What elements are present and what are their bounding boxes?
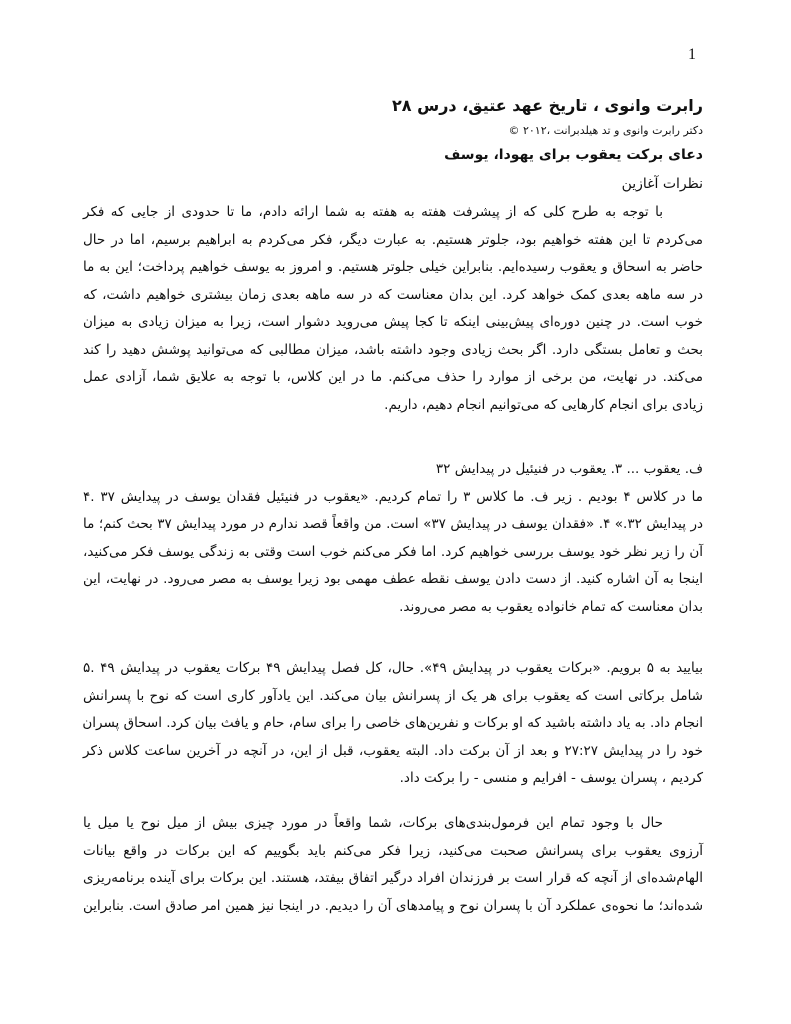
text-line: خوب است. در چنین دوره‌ای پیش‌بینی اینکه تا کجا پیش می‌روید دشوار است، زیرا به میزان زیادی به میزان	[83, 314, 703, 330]
text-line: ما در کلاس ۴ بودیم . زیر ف. ما کلاس ۳ را تمام کردیم. «یعقوب در فنیئیل فقدان یوسف در پیدایش ۳۷ .۴	[83, 488, 703, 505]
paragraph-3	[83, 660, 703, 798]
text-line: می‌کند. در نهایت، من برخی از موارد را حذف می‌کنم. ما در این کلاس، با توجه به علایق شما، آزادی عمل	[83, 369, 703, 385]
text-line: می‌کردم تا این هفته خواهیم بود، جلوتر هستیم. به عبارت دیگر، فکر می‌کردم به ابراهیم برسیم، اما در حال	[83, 231, 703, 248]
copyright-line: دکتر رابرت وانوی و تد هیلدبرانت ،۲۰۱۲ ©	[508, 124, 703, 137]
text-line: آرزوی یعقوب برای پسرانش صحبت می‌کنید، زیرا فکر می‌کنم باید بگوییم که این برکات در واقع بیانات	[83, 842, 703, 859]
text-line: انجام داد. به یاد داشته باشید که او برکات و نفرین‌های خاصی را برای سام، حام و یافث بیان کرد. اسحاق پسران	[82, 715, 703, 731]
text-line: بدان معناست که تمام خانواده یعقوب به مصر می‌روند.	[399, 598, 703, 615]
text-line: کردیم ، پسران یوسف - افرایم و منسی - را برکت داد.	[399, 770, 703, 786]
document-title: رابرت وانوی ، تاریخ عهد عتیق، درس ۲۸	[392, 96, 703, 115]
paragraph-1	[83, 204, 703, 424]
text-line: خود را در پیدایش ۲۷:۲۷ و بعد از آن برکت داد. البته یعقوب، قبل از این، در آنچه در آخرین ساعت کلاس ذکر	[83, 742, 703, 759]
text-line: بحث و تعامل بستگی دارد. اگر بحث زیادی وجود داشته باشد، میزان مطالبی که می‌توانید پوشش دهید را کند	[83, 341, 703, 358]
section-subheading: ف. یعقوب ... ۳. یعقوب در فنیئیل در پیدایش ۳۲	[435, 461, 703, 477]
text-line: حال با وجود تمام این فرمول‌بندی‌های برکات، شما واقعاً در مورد چیزی بیش از میل نوح یا میل یا	[83, 815, 663, 831]
section-heading: نظرات آغازین	[621, 176, 703, 192]
paragraph-2	[83, 461, 703, 626]
text-line: بیایید به ۵ برویم. «برکات یعقوب در پیدایش ۴۹». حال، کل فصل پیدایش ۴۹ برکات یعقوب در پیدایش ۴۹ .۵	[83, 660, 703, 676]
text-line: اینجا به آن اشاره کنید. از دست دادن یوسف نقطه عطف مهمی بود زیرا یوسف به مصر می‌رود. در نهایت، این	[83, 571, 703, 587]
paragraph-4	[83, 815, 703, 925]
text-line: شامل برکاتی است که یعقوب برای هر یک از پسرانش بیان می‌کند. این یادآور کاری است که نوح با پسرانش	[83, 687, 703, 704]
text-line: الهام‌شده‌ای از آنچه که قرار است بر فرزندان افراد درگیر اتفاق بیفتد، هستند. این برکات برای آینده برنامه‌ریزی	[83, 870, 703, 886]
text-line: در سه ماهه بعدی کمک خواهد کرد. این بدان معناست که در سه ماهه بعدی زمان بیشتری خواهیم داشت، که	[83, 286, 703, 303]
lesson-title: دعای برکت یعقوب برای یهودا، یوسف	[444, 147, 703, 163]
text-line: با توجه به طرح کلی که از پیشرفت هفته به هفته به شما ارائه دادم، ما تا حدودی از جایی که فکر	[83, 204, 663, 220]
text-line: حاضر به اسحاق و یعقوب رسیده‌ایم. بنابراین خیلی جلوتر هستیم. و امروز به یوسف خواهیم پرداخت؛ این به ما	[83, 259, 703, 275]
text-line: آن را زیر نظر خود یوسف بررسی خواهیم کرد. اما فکر می‌کنم خوب است وقتی به زندگی یوسف فکر می‌کنید،	[83, 543, 703, 560]
text-line: شده‌اند؛ ما نحوه‌ی عملکرد آن با پسران نوح و پیامدهای آن را دیدیم. در اینجا نیز همین امر صادق است. بنابراین	[83, 897, 703, 914]
text-line: در پیدایش ۳۲.» ۴. «فقدان یوسف در پیدایش ۳۷» است. من واقعاً قصد ندارم در مورد پیدایش ۳۷ بحث کنم؛ ما	[83, 516, 703, 532]
page-number: 1	[688, 46, 696, 63]
text-line: زیادی برای انجام کارهایی که می‌توانیم انجام دهیم، داریم.	[384, 396, 703, 413]
